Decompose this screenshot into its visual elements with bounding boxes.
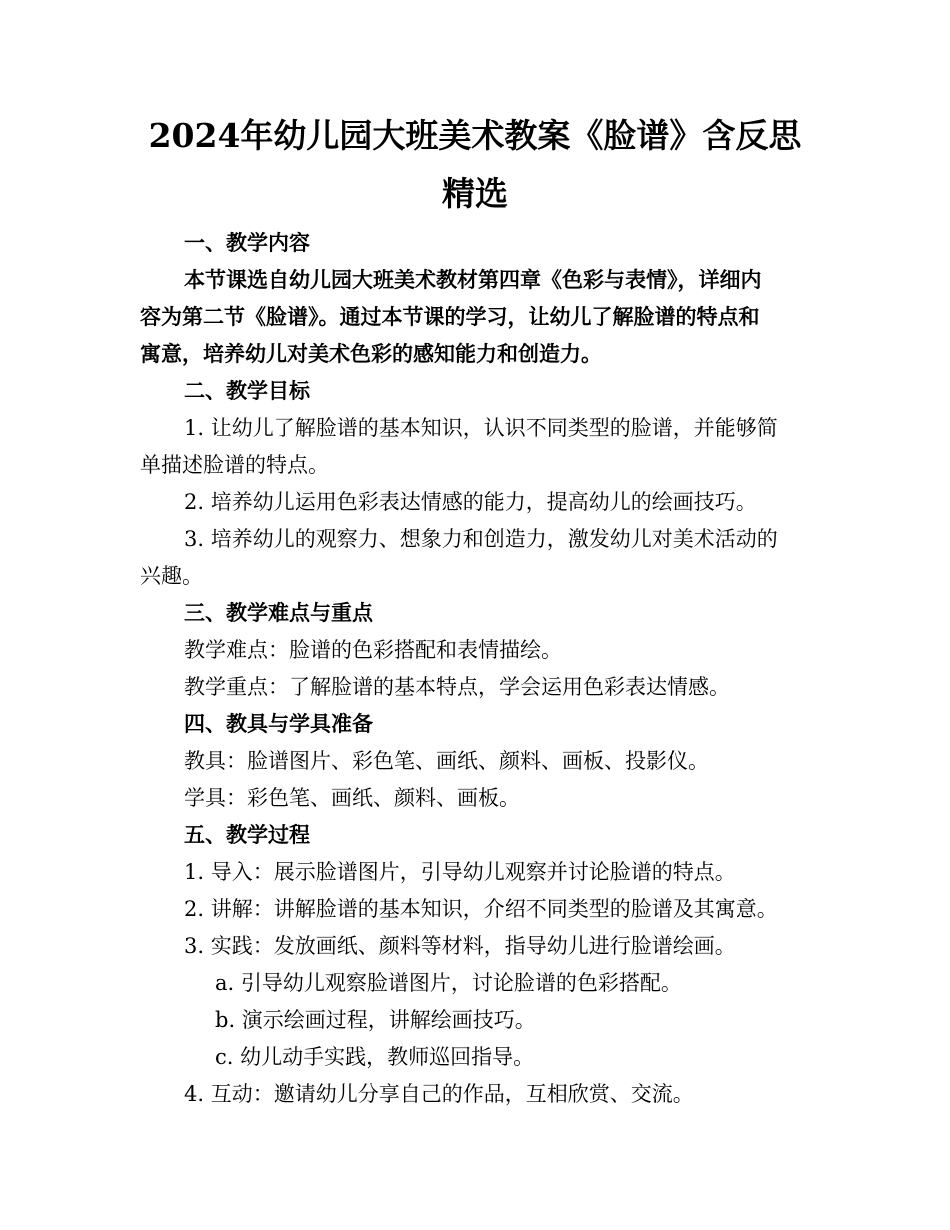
objective-item: 2. 培养幼儿运用色彩表达情感的能力，提高幼儿的绘画技巧。 [184, 490, 757, 514]
document-title-line-1: 2024年幼儿园大班美术教案《脸谱》含反思 [148, 116, 802, 155]
content-paragraph-line: 寓意，培养幼儿对美术色彩的感知能力和创造力。 [140, 341, 602, 366]
process-step: 1. 导入：展示脸谱图片，引导幼儿观察并讨论脸谱的特点。 [184, 860, 736, 884]
objective-item-continued: 单描述脸谱的特点。 [140, 453, 329, 477]
section-heading-materials: 四、教具与学具准备 [184, 711, 373, 736]
process-substep: c. 幼儿动手实践，教师巡回指导。 [215, 1045, 535, 1069]
section-heading-difficulties: 三、教学难点与重点 [184, 600, 373, 625]
objective-item-continued: 兴趣。 [140, 564, 203, 588]
learning-tools-line: 学具：彩色笔、画纸、颜料、画板。 [184, 786, 520, 810]
process-substep: a. 引导幼儿观察脸谱图片，讨论脸谱的色彩搭配。 [215, 971, 682, 995]
objective-item: 1. 让幼儿了解脸谱的基本知识，认识不同类型的脸谱，并能够简 [184, 416, 778, 440]
difficulty-line: 教学难点：脸谱的色彩搭配和表情描绘。 [184, 638, 562, 662]
objective-item: 3. 培养幼儿的观察力、想象力和创造力，激发幼儿对美术活动的 [184, 527, 778, 551]
teaching-tools-line: 教具：脸谱图片、彩色笔、画纸、颜料、画板、投影仪。 [184, 749, 709, 773]
process-step: 4. 互动：邀请幼儿分享自己的作品，互相欣赏、交流。 [184, 1082, 694, 1106]
section-heading-content: 一、教学内容 [184, 230, 310, 255]
section-heading-process: 五、教学过程 [184, 822, 310, 847]
section-heading-objectives: 二、教学目标 [184, 378, 310, 403]
process-step: 3. 实践：发放画纸、颜料等材料，指导幼儿进行脸谱绘画。 [184, 934, 736, 958]
content-paragraph-line: 本节课选自幼儿园大班美术教材第四章《色彩与表情》，详细内 [184, 267, 762, 292]
key-point-line: 教学重点：了解脸谱的基本特点，学会运用色彩表达情感。 [184, 675, 730, 699]
process-substep: b. 演示绘画过程，讲解绘画技巧。 [215, 1008, 536, 1032]
content-paragraph-line: 容为第二节《脸谱》。通过本节课的学习，让幼儿了解脸谱的特点和 [140, 304, 760, 329]
process-step: 2. 讲解：讲解脸谱的基本知识，介绍不同类型的脸谱及其寓意。 [184, 897, 778, 921]
document-title-line-2: 精选 [442, 174, 508, 213]
